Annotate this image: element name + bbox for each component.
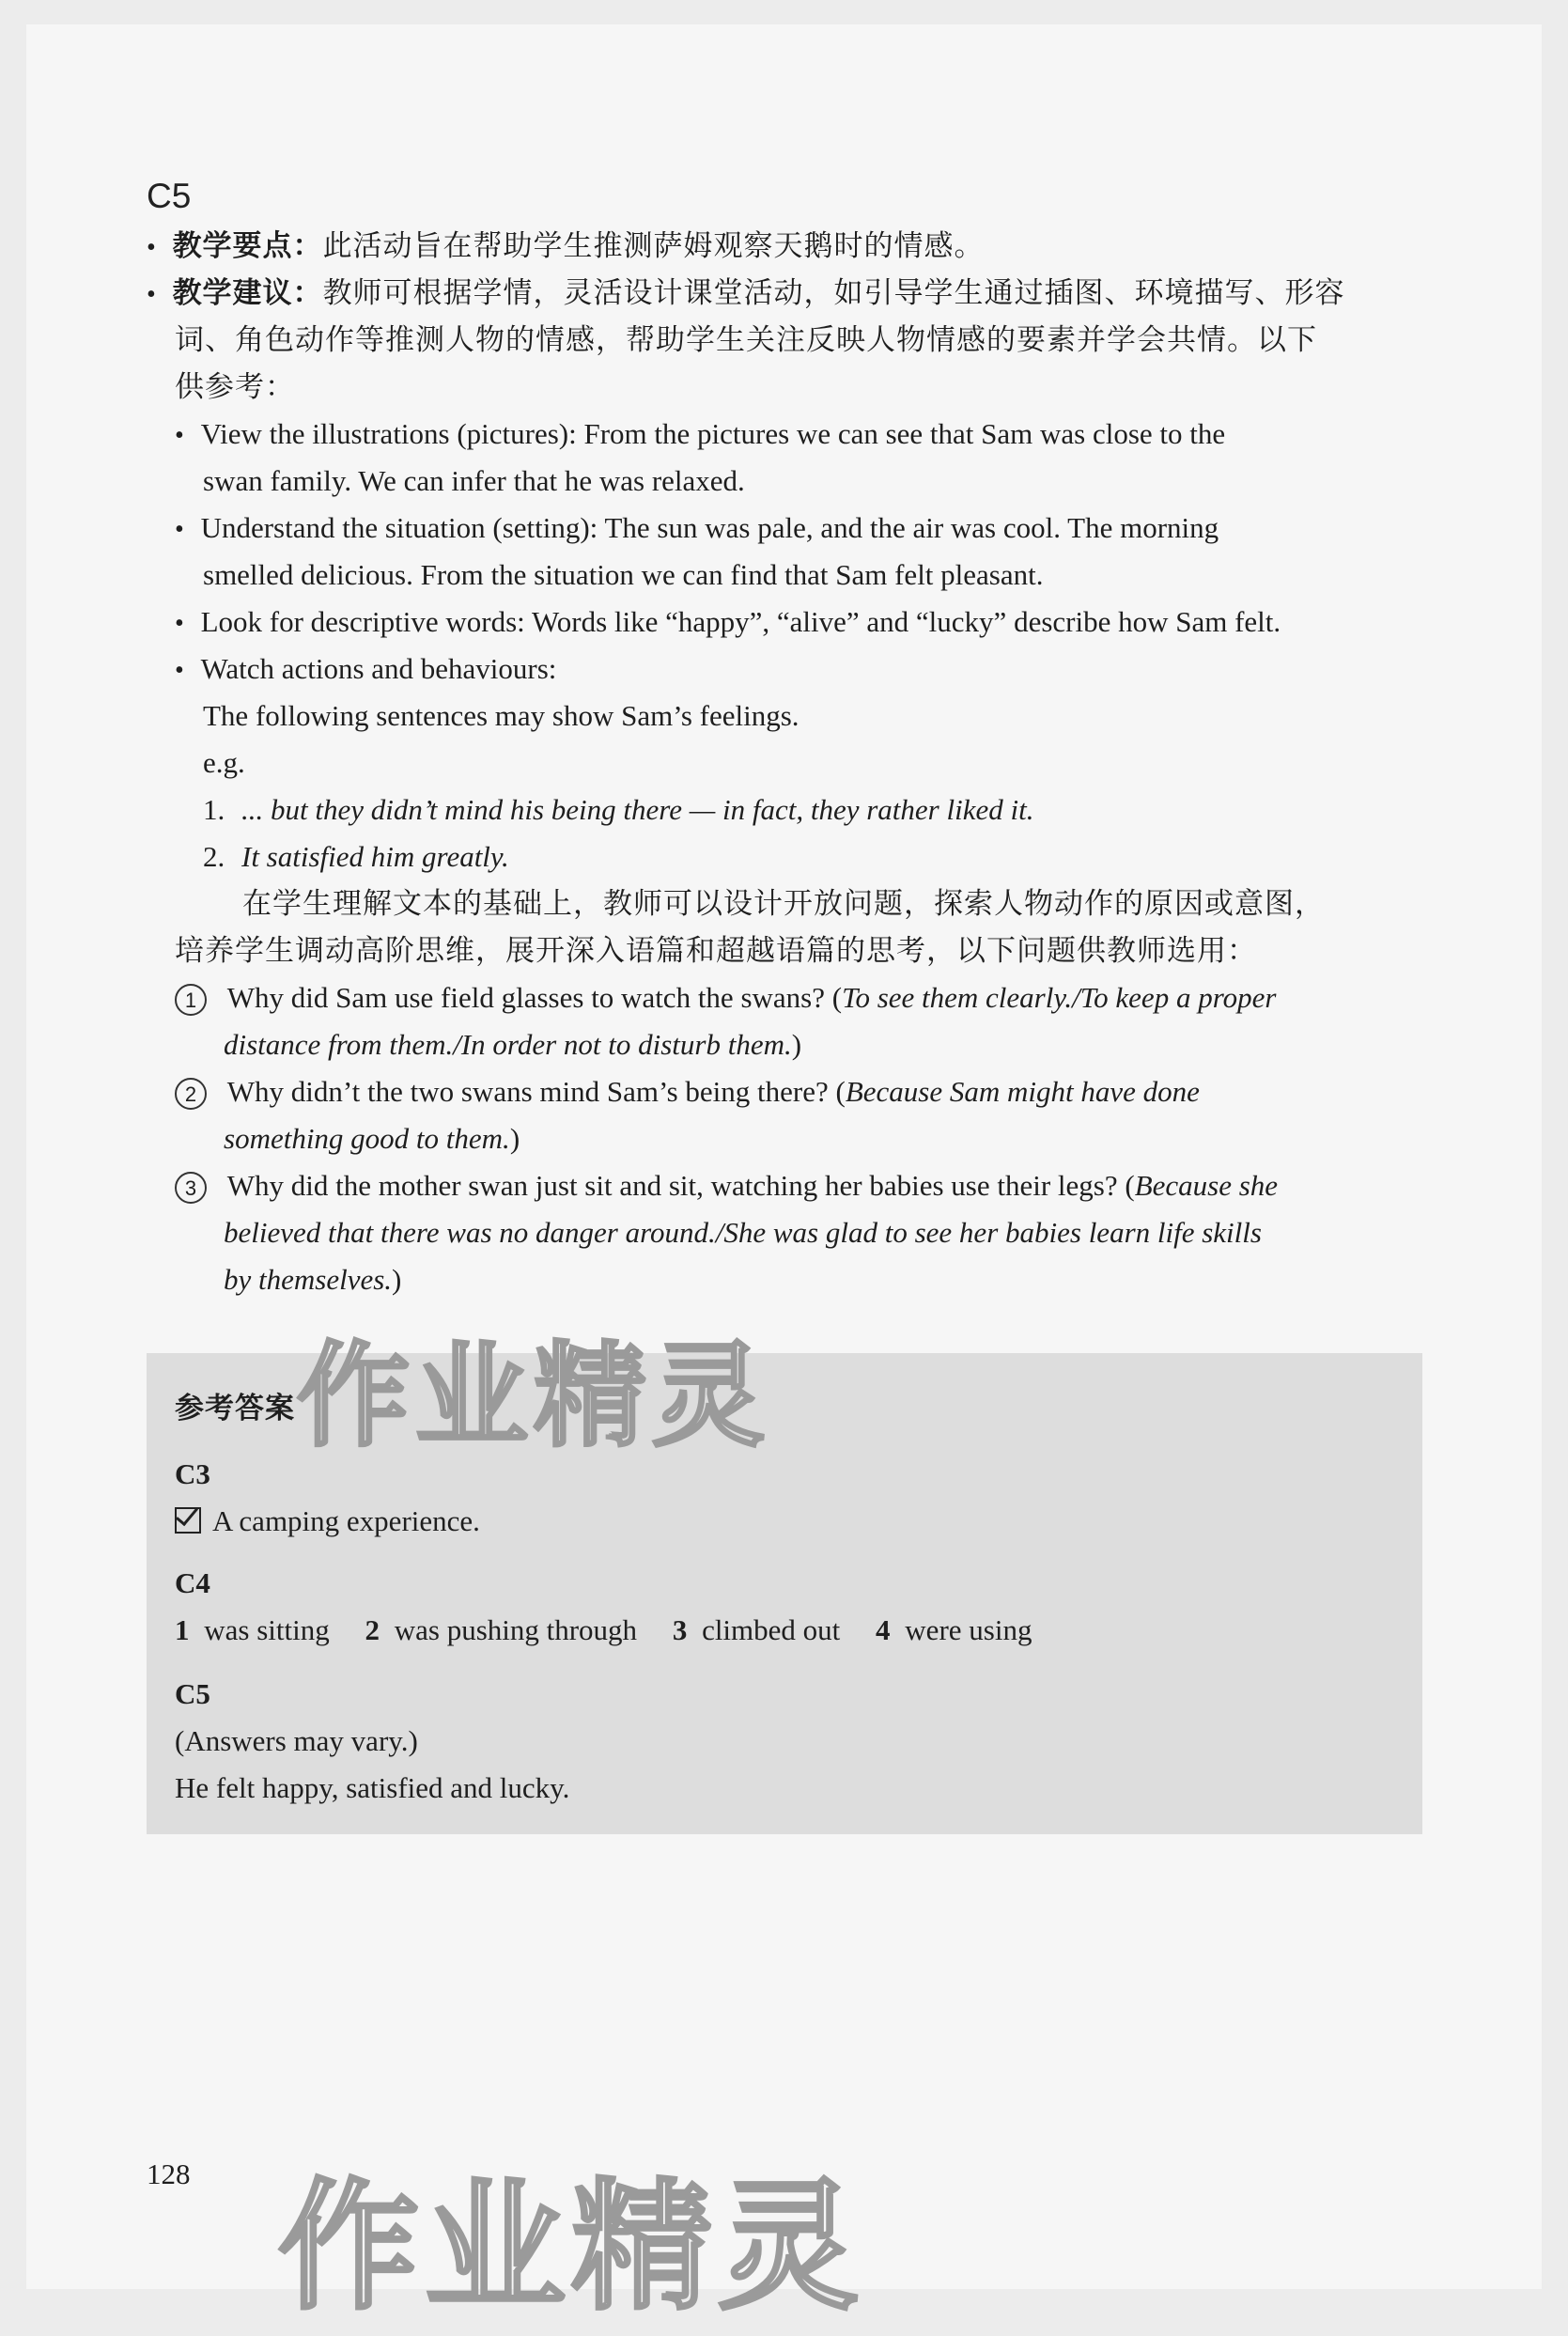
section-title: C5 [147,177,192,215]
c4-item-text: was sitting [204,1613,330,1646]
question-close: ) [509,1122,520,1155]
question-number: 2 [175,1078,207,1110]
tip-line2: smelled delicious. From the situation we can find that Sam felt pleasant. [203,558,1044,591]
c5-answer: He felt happy, satisfied and lucky. [175,1771,570,1804]
tip-line2: The following sentences may show Sam’s feelings. [203,699,800,732]
question-line [224,1115,520,1162]
c5-note: (Answers may vary.) [175,1724,418,1757]
question-answer: Because Sam might have done [845,1075,1200,1108]
c4-item-number: 1 [175,1613,190,1646]
bullet-icon: • [147,233,156,262]
c4-item-number: 2 [365,1613,380,1646]
question-line [224,1256,401,1303]
question-answer: believed that there was no danger around./She was glad to see her babies learn life skills [224,1216,1262,1249]
tip-item [175,411,1225,459]
tip-line1: View the illustrations (pictures): From the pictures we can see that Sam was close to the [200,417,1226,450]
question-close: ) [392,1263,402,1296]
tip-line1: Look for descriptive words: Words like “happy”, “alive” and “lucky” describe how Sam felt. [200,605,1281,638]
teaching-points [147,223,985,272]
bullet-icon: • [175,421,184,450]
bullet-icon: • [175,515,184,544]
c4-item-number: 4 [876,1613,891,1646]
question-answer: Because she [1134,1169,1279,1202]
teaching-suggestions-line1: 教师可根据学情，灵活设计课堂活动，如引导学生通过插图、环境描写、形容 [322,276,1345,310]
c3-answer: A camping experience. [212,1504,480,1537]
tip-line2: swan family. We can infer that he was relaxed. [203,464,745,497]
example-item [203,786,1033,833]
c3-answer-row [175,1498,480,1545]
paragraph-line2: 培养学生调动高阶思维，展开深入语篇和超越语篇的思考，以下问题供教师选用： [175,934,1257,968]
tip-line1: Understand the situation (setting): The sun was pale, and the air was cool. The morning [200,511,1219,544]
question-answer: something good to them. [224,1122,510,1155]
question-number: 1 [175,984,207,1016]
example-text: It satisfied him greatly. [241,840,509,873]
teaching-suggestions-label: 教学建议： [172,276,323,310]
page-number: 128 [147,2157,191,2190]
tip-line1: Watch actions and behaviours: [200,652,557,685]
c4-item-text: was pushing through [394,1613,638,1646]
watermark-logo: 作业精灵 [278,2166,865,2329]
question-close: ) [791,1028,802,1061]
question-answer: distance from them./In order not to disturb them. [224,1028,792,1061]
question-text: Why did Sam use field glasses to watch the swans? ( [226,981,843,1014]
bullet-icon: • [147,280,156,309]
c3-label: C3 [175,1457,210,1490]
question-number: 3 [175,1172,207,1204]
c4-label: C4 [175,1566,210,1599]
eg-label: e.g. [203,746,245,779]
teaching-suggestions [147,270,1345,319]
teaching-suggestions-line3: 供参考： [175,370,295,404]
question-answer: To see them clearly./To keep a proper [842,981,1277,1014]
tip-item [175,646,556,694]
watermark-logo: 作业精灵 [297,1332,770,1462]
c4-answers [175,1607,1032,1654]
paragraph-line1: 在学生理解文本的基础上，教师可以设计开放问题，探索人物动作的原因或意图， [242,887,1325,921]
c4-item-number: 3 [672,1613,688,1646]
example-item [203,833,509,880]
question-answer: by themselves. [224,1263,393,1296]
question-text: Why did the mother swan just sit and sit, watching her babies use their legs? ( [226,1169,1135,1202]
tip-item [175,599,1281,647]
question-item [175,1162,1278,1209]
answers-heading: 参考答案 [175,1392,295,1425]
example-text: ... but they didn’t mind his being there — in fact, they rather liked it. [241,793,1034,826]
bullet-icon: • [175,609,184,638]
bullet-icon: • [175,656,184,685]
question-item [175,974,1276,1021]
tip-item [175,505,1219,553]
teaching-suggestions-line2: 词、角色动作等推测人物的情感，帮助学生关注反映人物情感的要素并学会共情。以下 [175,323,1317,357]
example-number: 2. [203,840,225,873]
checked-box-icon [175,1507,201,1534]
c4-item-text: were using [905,1613,1032,1646]
teaching-points-text: 此活动旨在帮助学生推测萨姆观察天鹅时的情感。 [322,229,985,263]
example-number: 1. [203,793,225,826]
question-text: Why didn’t the two swans mind Sam’s being there? ( [226,1075,846,1108]
question-line [224,1021,801,1068]
teaching-points-label: 教学要点： [172,229,323,263]
c4-item-text: climbed out [702,1613,841,1646]
question-item [175,1068,1200,1115]
c5-label: C5 [175,1677,210,1710]
